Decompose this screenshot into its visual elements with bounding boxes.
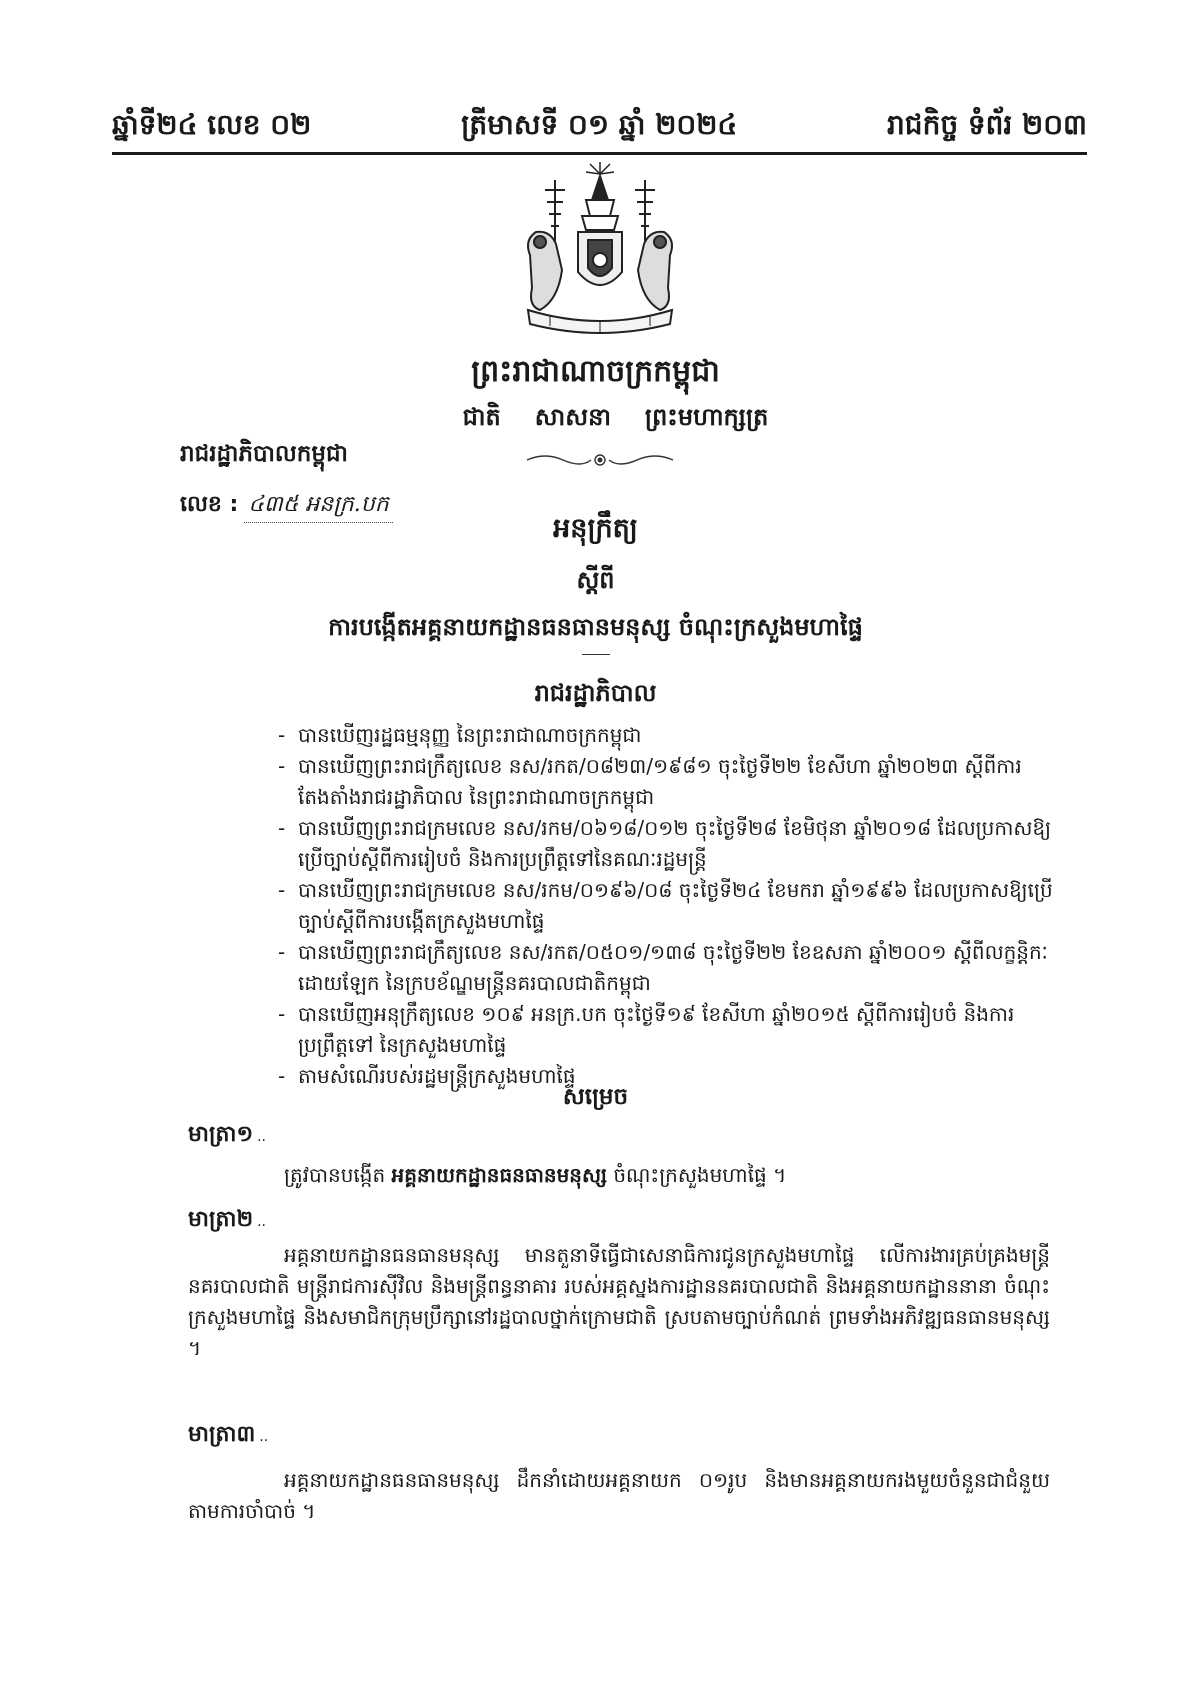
reference-item: - បានឃើញព្រះរាជក្រឹត្យលេខ នស/រកត/០៨២៣/១៩៨១ ចុះថ្ងៃទី២២ ខែសីហា ឆ្នាំ២០២៣ ស្តីពីការតែងតាំងរាជរដ្ឋាភិបាល នៃព្រះរាជាណាចក្រកម្ពុជា <box>278 751 1058 813</box>
kingdom-title: ព្រះរាជាណាចក្រកម្ពុជា <box>471 354 720 389</box>
reference-item: - បានឃើញព្រះរាជក្រឹត្យលេខ នស/រកត/០៥០១/១៣៨ ចុះថ្ងៃទី២២ ខែឧសភា ឆ្នាំ២០០១ ស្តីពីលក្ខន្តិកៈដោយឡែក នៃក្របខ័ណ្ឌមន្ត្រីនគរបាលជាតិកម្ពុជា <box>278 937 1058 999</box>
article-1-heading: មាត្រា១ .. <box>188 1122 267 1147</box>
legal-references <box>278 720 1058 1092</box>
reference-item: - បានឃើញអនុក្រឹត្យលេខ ១០៩ អនក្រ.បក ចុះថ្ងៃទី១៩ ខែសីហា ឆ្នាំ២០១៥ ស្តីពីការរៀបចំ និងការប្រព្រឹត្តទៅ នៃក្រសួងមហាផ្ទៃ <box>278 999 1058 1061</box>
article-1-text: ត្រូវបានបង្កើត អគ្គនាយកដ្ឋានធនធានមនុស្ស ចំណុះក្រសួងមហាផ្ទៃ ។ <box>284 1163 787 1187</box>
header-page: រាជកិច្ច ទំព័រ ២០៣ <box>887 108 1087 141</box>
document-about: ស្តីពី <box>576 566 615 594</box>
reference-item: - បានឃើញរដ្ឋធម្មនុញ្ញ នៃព្រះរាជាណាចក្រកម្ពុជា <box>278 720 1058 751</box>
subject-divider <box>582 654 610 655</box>
royal-coat-of-arms-icon <box>510 160 690 340</box>
motto-religion: សាសនា <box>534 403 611 431</box>
decision-heading: សម្រេច <box>562 1084 629 1110</box>
authority-heading: រាជរដ្ឋាភិបាល <box>534 679 657 707</box>
article-3-text: អគ្គនាយកដ្ឋានធនធានមនុស្ស ដឹកនាំដោយអគ្គនាយក ០១រូប និងមានអគ្គនាយករងមួយចំនួនជាជំនួយ តាមការចាំបាច់ ។ <box>188 1468 1050 1523</box>
agency-name: អគ្គនាយកដ្ឋានធនធានមនុស្ស <box>391 1163 607 1187</box>
issuing-authority: រាជរដ្ឋាភិបាលកម្ពុជា <box>180 441 348 467</box>
document-number-value: ៤៣៥ អនក្រ.បក <box>244 490 392 523</box>
header-issue: ឆ្នាំទី២៤ លេខ ០២ <box>112 108 312 141</box>
page-header <box>112 96 1087 148</box>
national-motto <box>0 402 1191 437</box>
article-2-heading: មាត្រា២ .. <box>188 1207 267 1232</box>
article-3-heading: មាត្រា៣ .. <box>188 1422 269 1447</box>
document-number-label: លេខ : <box>180 492 239 517</box>
article-2-text: អគ្គនាយកដ្ឋានធនធានមនុស្ស មានតួនាទីធ្វើជាសេនាធិការជូនក្រសួងមហាផ្ទៃ លើការងារគ្រប់គ្រងមន្ត្រីនគរបាលជាតិ មន្ត្រីរាជការស៊ីវិល និងមន្ត្រីពន្ធនាគារ របស់អគ្គស្នងការដ្ឋាននគរបាលជាតិ និងអគ្គនាយកដ្ឋាននានា ចំណុះក្រសួងមហាផ្ទៃ និងសមាជិកក្រុមប្រឹក្សានៅរដ្ឋបាលថ្នាក់ក្រោមជាតិ ស្របតាមច្បាប់កំណត់ ព្រមទាំងអភិវឌ្ឍធនធានមនុស្ស ។ <box>188 1243 1050 1360</box>
reference-item: - បានឃើញព្រះរាជក្រមលេខ នស/រកម/០៦១៨/០១២ ចុះថ្ងៃទី២៨ ខែមិថុនា ឆ្នាំ២០១៨ ដែលប្រកាសឱ្យប្រើច្បាប់ស្តីពីការរៀបចំ និងការប្រព្រឹត្តទៅនៃគណៈរដ្ឋមន្ត្រី <box>278 813 1058 875</box>
reference-item: - បានឃើញព្រះរាជក្រមលេខ នស/រកម/០១៩៦/០៨ ចុះថ្ងៃទី២៤ ខែមករា ឆ្នាំ១៩៩៦ ដែលប្រកាសឱ្យប្រើច្បាប់ស្តីពីការបង្កើតក្រសួងមហាផ្ទៃ <box>278 875 1058 937</box>
document-type: អនុក្រឹត្យ <box>553 513 638 544</box>
header-quarter: ត្រីមាសទី ០១ ឆ្នាំ ២០២៤ <box>461 108 738 141</box>
reference-item: - តាមសំណើរបស់រដ្ឋមន្ត្រីក្រសួងមហាផ្ទៃ <box>278 1061 1058 1092</box>
motto-king: ព្រះមហាក្សត្រ <box>644 403 769 431</box>
motto-nation: ជាតិ <box>462 403 501 431</box>
header-divider <box>112 152 1087 155</box>
ornament-divider-icon <box>525 450 675 470</box>
document-subject: ការបង្កើតអគ្គនាយកដ្ឋានធនធានមនុស្ស ចំណុះក្រសួងមហាផ្ទៃ <box>328 613 863 641</box>
